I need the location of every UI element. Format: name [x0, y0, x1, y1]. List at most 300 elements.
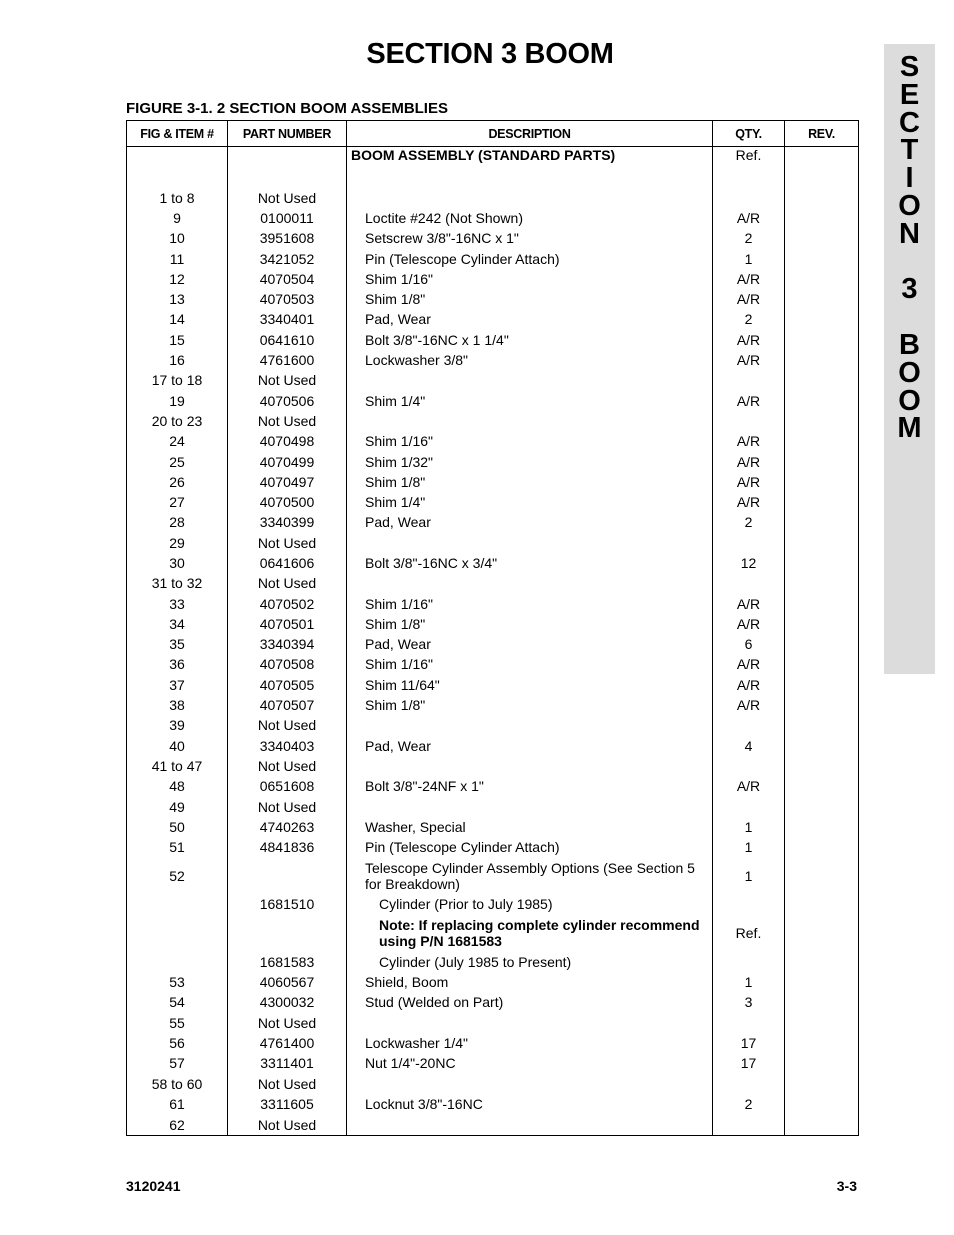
cell-part-number: 3340399 [228, 512, 347, 532]
table-row [127, 857, 859, 894]
cell-rev [785, 330, 859, 350]
table-row [127, 472, 859, 492]
cell-fig-item: 26 [127, 472, 228, 492]
cell-qty: A/R [713, 614, 785, 634]
cell-qty [713, 756, 785, 776]
cell-part-number: 0641610 [228, 330, 347, 350]
cell-rev [785, 675, 859, 695]
cell-description: Shim 1/16" [347, 269, 713, 289]
cell-description: Bolt 3/8"-24NF x 1" [347, 776, 713, 796]
cell-part-number: Not Used [228, 1012, 347, 1032]
table-row [127, 370, 859, 390]
cell-part-number: 3311605 [228, 1094, 347, 1114]
parts-table-body [127, 147, 859, 1136]
cell-description: Shim 1/16" [347, 431, 713, 451]
cell-description: Bolt 3/8"-16NC x 3/4" [347, 553, 713, 573]
cell-fig-item: 29 [127, 533, 228, 553]
cell-rev [785, 992, 859, 1012]
cell-qty: 2 [713, 512, 785, 532]
cell-part-number: 4070504 [228, 269, 347, 289]
cell-fig-item [127, 147, 228, 188]
section-side-tab [884, 44, 935, 674]
cell-description: Lockwasher 1/4" [347, 1033, 713, 1053]
side-tab-letter: C [899, 106, 920, 139]
cell-description: Lockwasher 3/8" [347, 350, 713, 370]
cell-rev [785, 634, 859, 654]
cell-description [347, 756, 713, 776]
cell-fig-item: 58 to 60 [127, 1073, 228, 1093]
cell-description [347, 411, 713, 431]
cell-rev [785, 715, 859, 735]
side-tab-letter: O [898, 356, 921, 389]
cell-qty [713, 370, 785, 390]
cell-description: Shim 1/8" [347, 472, 713, 492]
cell-rev [785, 593, 859, 613]
table-row [127, 350, 859, 370]
cell-qty: A/R [713, 390, 785, 410]
table-row [127, 228, 859, 248]
cell-fig-item: 19 [127, 390, 228, 410]
cell-fig-item: 35 [127, 634, 228, 654]
cell-qty: Ref. [713, 147, 785, 188]
table-header-row [127, 121, 859, 147]
cell-part-number: 1681510 [228, 894, 347, 914]
cell-description: Pad, Wear [347, 634, 713, 654]
cell-qty: 17 [713, 1053, 785, 1073]
cell-fig-item: 12 [127, 269, 228, 289]
cell-fig-item: 15 [127, 330, 228, 350]
cell-part-number: 4070502 [228, 593, 347, 613]
cell-qty: A/R [713, 330, 785, 350]
cell-qty: A/R [713, 350, 785, 370]
cell-qty: Ref. [713, 915, 785, 952]
table-row [127, 330, 859, 350]
side-tab-letter: O [898, 384, 921, 417]
side-tab-letter: E [899, 78, 920, 111]
cell-description: Note: If replacing complete cylinder recommend using P/N 1681583 [347, 915, 713, 952]
table-row [127, 776, 859, 796]
cell-rev [785, 857, 859, 894]
cell-rev [785, 553, 859, 573]
table-row [127, 634, 859, 654]
cell-fig-item: 25 [127, 451, 228, 471]
cell-part-number: Not Used [228, 533, 347, 553]
cell-rev [785, 309, 859, 329]
cell-description: BOOM ASSEMBLY (STANDARD PARTS) [347, 147, 713, 188]
cell-part-number: 3340401 [228, 309, 347, 329]
cell-fig-item [127, 894, 228, 914]
cell-rev [785, 614, 859, 634]
table-row [127, 593, 859, 613]
cell-fig-item: 41 to 47 [127, 756, 228, 776]
table-row [127, 756, 859, 776]
cell-description [347, 573, 713, 593]
col-header-qty: QTY. [713, 121, 785, 147]
cell-rev [785, 1033, 859, 1053]
table-row [127, 573, 859, 593]
cell-description [347, 1012, 713, 1032]
table-row [127, 553, 859, 573]
cell-fig-item: 9 [127, 208, 228, 228]
table-row [127, 248, 859, 268]
cell-rev [785, 1053, 859, 1073]
cell-fig-item: 52 [127, 857, 228, 894]
cell-fig-item: 57 [127, 1053, 228, 1073]
cell-qty [713, 715, 785, 735]
cell-part-number: 4070506 [228, 390, 347, 410]
cell-rev [785, 894, 859, 914]
table-row [127, 715, 859, 735]
cell-part-number: 4070503 [228, 289, 347, 309]
cell-fig-item: 36 [127, 654, 228, 674]
table-row [127, 992, 859, 1012]
cell-qty: 1 [713, 817, 785, 837]
cell-qty: A/R [713, 289, 785, 309]
cell-fig-item: 56 [127, 1033, 228, 1053]
table-row [127, 1033, 859, 1053]
side-tab-letter: I [905, 162, 914, 195]
cell-description [347, 1114, 713, 1136]
cell-qty: 1 [713, 972, 785, 992]
cell-rev [785, 289, 859, 309]
cell-rev [785, 431, 859, 451]
table-row [127, 796, 859, 816]
cell-rev [785, 573, 859, 593]
cell-qty [713, 1073, 785, 1093]
cell-fig-item: 13 [127, 289, 228, 309]
cell-fig-item: 61 [127, 1094, 228, 1114]
cell-part-number: 4070498 [228, 431, 347, 451]
table-row [127, 1053, 859, 1073]
cell-part-number: 4300032 [228, 992, 347, 1012]
cell-description: Pin (Telescope Cylinder Attach) [347, 248, 713, 268]
table-row [127, 390, 859, 410]
table-row [127, 188, 859, 208]
cell-qty [713, 411, 785, 431]
cell-part-number: 4070501 [228, 614, 347, 634]
cell-rev [785, 796, 859, 816]
cell-part-number: Not Used [228, 1073, 347, 1093]
cell-fig-item: 27 [127, 492, 228, 512]
cell-part-number: 4070499 [228, 451, 347, 471]
table-row [127, 614, 859, 634]
cell-fig-item: 40 [127, 736, 228, 756]
cell-description: Loctite #242 (Not Shown) [347, 208, 713, 228]
figure-title: FIGURE 3-1. 2 SECTION BOOM ASSEMBLIES [126, 100, 448, 117]
cell-qty: 17 [713, 1033, 785, 1053]
cell-rev [785, 411, 859, 431]
cell-fig-item: 31 to 32 [127, 573, 228, 593]
cell-part-number: 4761600 [228, 350, 347, 370]
cell-part-number: Not Used [228, 796, 347, 816]
cell-part-number: Not Used [228, 756, 347, 776]
cell-description: Shim 1/8" [347, 695, 713, 715]
col-header-fig-item: FIG & ITEM # [127, 121, 228, 147]
footer-doc-number: 3120241 [126, 1178, 181, 1194]
cell-rev [785, 1114, 859, 1136]
cell-description: Cylinder (Prior to July 1985) [347, 894, 713, 914]
cell-part-number: 4070507 [228, 695, 347, 715]
cell-part-number: 4761400 [228, 1033, 347, 1053]
cell-fig-item: 28 [127, 512, 228, 532]
cell-description: Cylinder (July 1985 to Present) [347, 952, 713, 972]
table-row [127, 512, 859, 532]
cell-description: Pad, Wear [347, 736, 713, 756]
cell-rev [785, 915, 859, 952]
table-row [127, 1012, 859, 1032]
cell-rev [785, 736, 859, 756]
cell-qty [713, 1114, 785, 1136]
cell-description: Bolt 3/8"-16NC x 1 1/4" [347, 330, 713, 350]
cell-rev [785, 390, 859, 410]
cell-part-number: 3340403 [228, 736, 347, 756]
cell-rev [785, 817, 859, 837]
cell-rev [785, 695, 859, 715]
cell-description: Pin (Telescope Cylinder Attach) [347, 837, 713, 857]
side-tab-letter: B [899, 329, 920, 361]
table-row [127, 411, 859, 431]
cell-part-number: 4070497 [228, 472, 347, 492]
cell-qty: A/R [713, 472, 785, 492]
cell-part-number: 4070508 [228, 654, 347, 674]
cell-part-number: 4070500 [228, 492, 347, 512]
cell-fig-item: 10 [127, 228, 228, 248]
table-row [127, 915, 859, 952]
cell-fig-item: 49 [127, 796, 228, 816]
table-row [127, 972, 859, 992]
cell-rev [785, 1012, 859, 1032]
cell-part-number [228, 147, 347, 188]
cell-rev [785, 350, 859, 370]
cell-fig-item: 51 [127, 837, 228, 857]
cell-description: Telescope Cylinder Assembly Options (See Section 5 for Breakdown) [347, 857, 713, 894]
cell-qty [713, 894, 785, 914]
cell-rev [785, 1094, 859, 1114]
cell-part-number: Not Used [228, 1114, 347, 1136]
cell-qty: 6 [713, 634, 785, 654]
cell-part-number: 4070505 [228, 675, 347, 695]
table-row [127, 695, 859, 715]
cell-fig-item: 38 [127, 695, 228, 715]
cell-rev [785, 512, 859, 532]
cell-fig-item: 30 [127, 553, 228, 573]
cell-qty: A/R [713, 654, 785, 674]
cell-description [347, 533, 713, 553]
cell-rev [785, 837, 859, 857]
cell-qty [713, 573, 785, 593]
cell-qty: 1 [713, 857, 785, 894]
cell-description: Stud (Welded on Part) [347, 992, 713, 1012]
cell-qty: 2 [713, 228, 785, 248]
cell-description [347, 1073, 713, 1093]
table-row [127, 1114, 859, 1136]
cell-qty: 2 [713, 309, 785, 329]
table-row [127, 147, 859, 188]
cell-part-number: 0641606 [228, 553, 347, 573]
cell-fig-item: 48 [127, 776, 228, 796]
cell-fig-item [127, 915, 228, 952]
cell-qty: A/R [713, 208, 785, 228]
cell-rev [785, 492, 859, 512]
cell-part-number: 4740263 [228, 817, 347, 837]
cell-description [347, 715, 713, 735]
col-header-part-number: PART NUMBER [228, 121, 347, 147]
cell-fig-item: 62 [127, 1114, 228, 1136]
cell-description: Shield, Boom [347, 972, 713, 992]
cell-rev [785, 756, 859, 776]
cell-rev [785, 472, 859, 492]
cell-fig-item: 34 [127, 614, 228, 634]
cell-rev [785, 776, 859, 796]
cell-fig-item: 55 [127, 1012, 228, 1032]
cell-qty [713, 952, 785, 972]
cell-part-number [228, 915, 347, 952]
side-tab-letter: 3 [901, 273, 918, 306]
cell-qty: A/R [713, 492, 785, 512]
cell-rev [785, 533, 859, 553]
table-row [127, 533, 859, 553]
cell-part-number: Not Used [228, 411, 347, 431]
side-tab-letter: T [900, 134, 919, 167]
cell-fig-item: 37 [127, 675, 228, 695]
cell-part-number: Not Used [228, 715, 347, 735]
cell-part-number: 4060567 [228, 972, 347, 992]
cell-fig-item [127, 952, 228, 972]
cell-qty: 1 [713, 248, 785, 268]
page-title: SECTION 3 BOOM [366, 38, 614, 70]
table-row [127, 269, 859, 289]
cell-part-number: 3311401 [228, 1053, 347, 1073]
cell-qty [713, 1012, 785, 1032]
cell-qty: 1 [713, 837, 785, 857]
cell-description: Shim 1/8" [347, 614, 713, 634]
cell-description: Locknut 3/8"-16NC [347, 1094, 713, 1114]
cell-fig-item: 11 [127, 248, 228, 268]
cell-rev [785, 370, 859, 390]
table-row [127, 492, 859, 512]
side-tab-letter: S [899, 51, 920, 83]
table-row [127, 208, 859, 228]
cell-part-number: 0100011 [228, 208, 347, 228]
cell-description: Nut 1/4"-20NC [347, 1053, 713, 1073]
cell-part-number [228, 857, 347, 894]
cell-description: Shim 1/32" [347, 451, 713, 471]
cell-fig-item: 20 to 23 [127, 411, 228, 431]
cell-fig-item: 14 [127, 309, 228, 329]
cell-description: Setscrew 3/8"-16NC x 1" [347, 228, 713, 248]
cell-rev [785, 1073, 859, 1093]
cell-fig-item: 17 to 18 [127, 370, 228, 390]
cell-qty [713, 533, 785, 553]
cell-part-number: Not Used [228, 188, 347, 208]
table-row [127, 675, 859, 695]
cell-part-number: 1681583 [228, 952, 347, 972]
cell-qty: A/R [713, 675, 785, 695]
cell-fig-item: 24 [127, 431, 228, 451]
cell-rev [785, 952, 859, 972]
table-row [127, 431, 859, 451]
cell-qty: A/R [713, 451, 785, 471]
cell-fig-item: 53 [127, 972, 228, 992]
cell-part-number: 0651608 [228, 776, 347, 796]
table-row [127, 1073, 859, 1093]
col-header-description: DESCRIPTION [347, 121, 713, 147]
cell-qty [713, 188, 785, 208]
side-tab-letter: N [899, 217, 920, 250]
cell-rev [785, 972, 859, 992]
cell-description: Shim 1/4" [347, 390, 713, 410]
cell-qty: 3 [713, 992, 785, 1012]
table-row [127, 837, 859, 857]
cell-qty: 12 [713, 553, 785, 573]
cell-rev [785, 228, 859, 248]
parts-table [126, 120, 859, 1136]
cell-fig-item: 50 [127, 817, 228, 837]
cell-fig-item: 54 [127, 992, 228, 1012]
cell-rev [785, 248, 859, 268]
table-row [127, 289, 859, 309]
cell-description: Pad, Wear [347, 512, 713, 532]
cell-rev [785, 188, 859, 208]
cell-qty: A/R [713, 695, 785, 715]
cell-fig-item: 1 to 8 [127, 188, 228, 208]
side-tab-letter: M [897, 412, 922, 445]
cell-part-number: 4841836 [228, 837, 347, 857]
table-row [127, 952, 859, 972]
cell-fig-item: 39 [127, 715, 228, 735]
cell-part-number: Not Used [228, 370, 347, 390]
table-row [127, 736, 859, 756]
cell-fig-item: 33 [127, 593, 228, 613]
cell-description: Shim 1/16" [347, 593, 713, 613]
cell-description: Shim 1/16" [347, 654, 713, 674]
cell-qty: 4 [713, 736, 785, 756]
cell-part-number: 3340394 [228, 634, 347, 654]
table-row [127, 817, 859, 837]
cell-qty: A/R [713, 776, 785, 796]
table-row [127, 1094, 859, 1114]
cell-part-number: 3951608 [228, 228, 347, 248]
cell-description: Pad, Wear [347, 309, 713, 329]
cell-description: Shim 11/64" [347, 675, 713, 695]
cell-qty: A/R [713, 431, 785, 451]
cell-description [347, 188, 713, 208]
table-row [127, 309, 859, 329]
cell-rev [785, 208, 859, 228]
side-tab-letter: O [898, 190, 921, 222]
table-row [127, 654, 859, 674]
table-row [127, 451, 859, 471]
footer-page-number: 3-3 [836, 1178, 857, 1194]
cell-part-number: 3421052 [228, 248, 347, 268]
cell-qty: A/R [713, 269, 785, 289]
cell-fig-item: 16 [127, 350, 228, 370]
cell-qty: A/R [713, 593, 785, 613]
cell-description: Shim 1/4" [347, 492, 713, 512]
cell-qty: 2 [713, 1094, 785, 1114]
cell-part-number: Not Used [228, 573, 347, 593]
cell-rev [785, 451, 859, 471]
cell-description [347, 370, 713, 390]
table-row [127, 894, 859, 914]
cell-rev [785, 147, 859, 188]
cell-description: Shim 1/8" [347, 289, 713, 309]
cell-description [347, 796, 713, 816]
cell-description: Washer, Special [347, 817, 713, 837]
col-header-rev: REV. [785, 121, 859, 147]
cell-qty [713, 796, 785, 816]
cell-rev [785, 654, 859, 674]
